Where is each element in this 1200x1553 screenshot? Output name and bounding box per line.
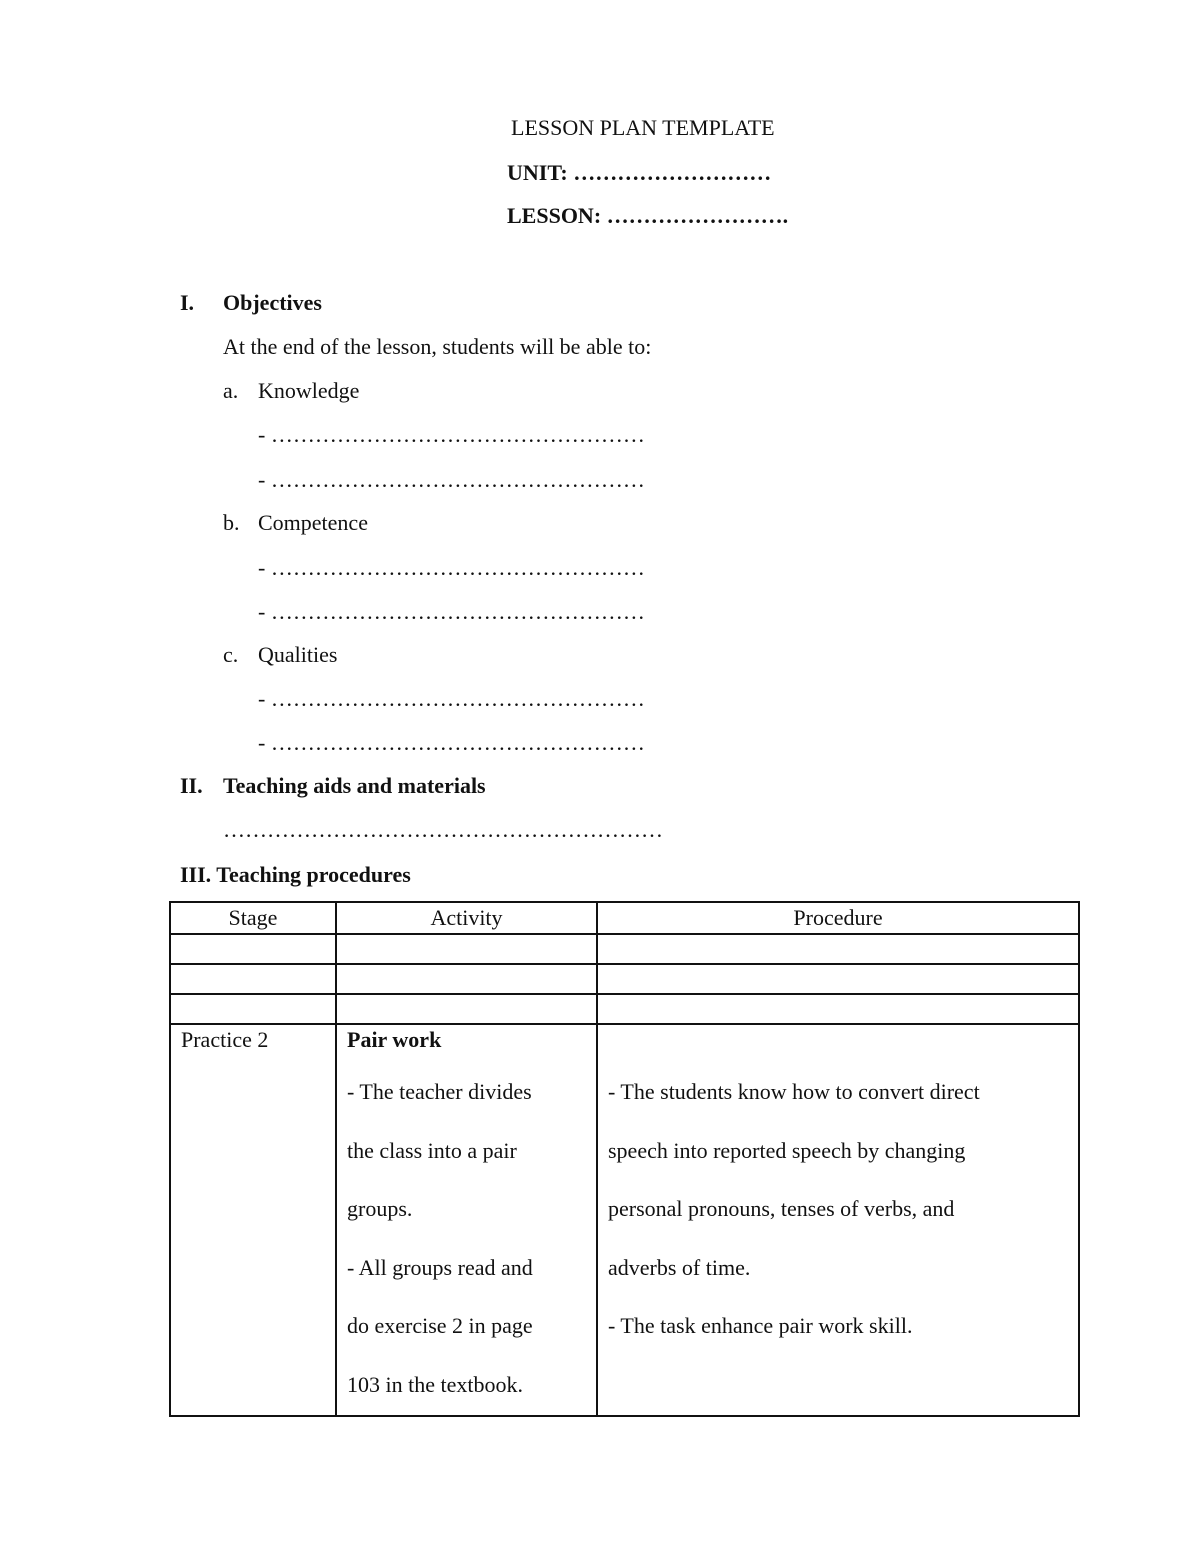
activity-line: - The teacher divides: [347, 1079, 532, 1104]
section-heading-objectives: Objectives: [223, 290, 322, 315]
procedures-table: [169, 901, 1080, 1417]
activity-line: - All groups read and: [347, 1254, 533, 1280]
objective-letter-a: a.: [223, 378, 239, 403]
table-cell: [336, 934, 597, 964]
objective-letter-b: b.: [223, 510, 240, 535]
activity-line: the class into a pair: [347, 1137, 517, 1163]
unit-line: UNIT: ………………………: [507, 160, 772, 185]
objective-label-qualities: Qualities: [258, 642, 338, 667]
procedure-line: speech into reported speech by changing: [608, 1137, 966, 1163]
section-heading-materials: Teaching aids and materials: [223, 773, 486, 798]
procedure-line: personal pronouns, tenses of verbs, and: [608, 1196, 955, 1222]
procedure-line: adverbs of time.: [608, 1254, 751, 1280]
section-numeral-materials: II.: [180, 773, 203, 798]
table-cell: [170, 994, 336, 1024]
table-cell: [170, 964, 336, 994]
objective-letter-c: c.: [223, 642, 239, 667]
table-cell: [170, 934, 336, 964]
stage-cell: [170, 1024, 336, 1416]
activity-title: Pair work: [347, 1027, 442, 1052]
column-header-procedure: Procedure: [597, 902, 1079, 934]
objective-item: - ……………………………………………: [258, 730, 645, 755]
activity-cell: [336, 1024, 597, 1416]
document-title: LESSON PLAN TEMPLATE: [511, 115, 775, 140]
table-cell: [336, 994, 597, 1024]
objective-label-knowledge: Knowledge: [258, 378, 360, 403]
procedure-cell: [597, 1024, 1079, 1416]
objective-item: - ……………………………………………: [258, 599, 645, 624]
table-cell: [597, 964, 1079, 994]
activity-line: 103 in the textbook.: [347, 1371, 523, 1397]
table-row: [170, 964, 1079, 994]
table-row: [170, 994, 1079, 1024]
table-row: [170, 934, 1079, 964]
objective-item: - ……………………………………………: [258, 686, 645, 711]
objectives-intro: At the end of the lesson, students will be able to:: [223, 334, 652, 359]
section-heading-procedures: III. Teaching procedures: [180, 862, 411, 887]
table-cell: [336, 964, 597, 994]
objective-label-competence: Competence: [258, 510, 368, 535]
lesson-line: LESSON: …………………….: [507, 203, 789, 228]
table-header-row: [170, 902, 1079, 934]
objective-item: - ……………………………………………: [258, 467, 645, 492]
objective-item: - ……………………………………………: [258, 555, 645, 580]
table-cell: [597, 994, 1079, 1024]
table-cell: [597, 934, 1079, 964]
stage-label: Practice 2: [181, 1027, 269, 1052]
procedure-line: - The students know how to convert direct: [608, 1079, 980, 1104]
column-header-activity: Activity: [336, 902, 597, 934]
column-header-stage: Stage: [170, 902, 336, 934]
materials-blank-line: ……………………………………………………: [223, 817, 663, 842]
activity-line: do exercise 2 in page: [347, 1313, 533, 1339]
activity-line: groups.: [347, 1196, 413, 1222]
table-row-practice-2: [170, 1024, 1079, 1416]
procedure-line: - The task enhance pair work skill.: [608, 1313, 913, 1339]
objective-item: - ……………………………………………: [258, 422, 645, 447]
section-numeral-objectives: I.: [180, 290, 195, 315]
